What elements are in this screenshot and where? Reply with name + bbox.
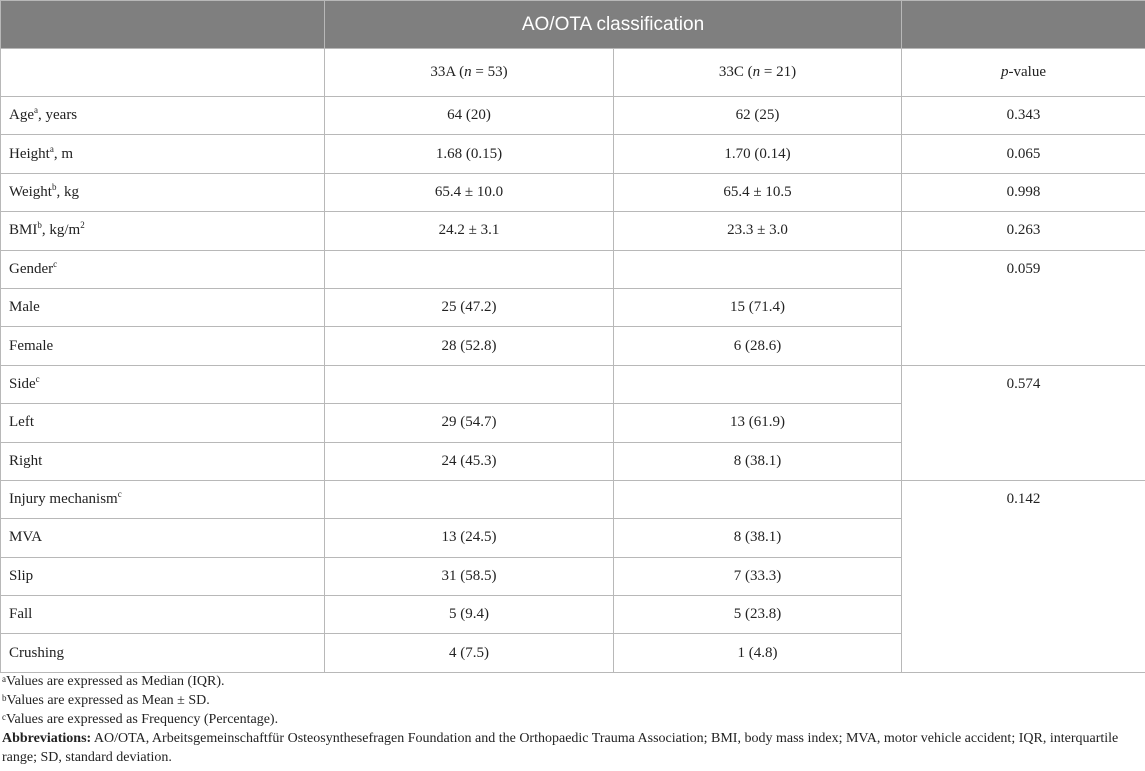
- pvalue-p: p: [1001, 64, 1009, 80]
- footnote-a-mark: a: [2, 674, 6, 684]
- cell-pvalue: 0.263: [902, 212, 1145, 250]
- cell-33c: 5 (23.8): [614, 596, 902, 634]
- cell-33a: 65.4 ± 10.0: [325, 173, 614, 211]
- row-label: [1, 212, 325, 250]
- table-row: [1, 97, 1145, 135]
- cell-33c: 65.4 ± 10.5: [614, 173, 902, 211]
- footnote-a: [2, 672, 1142, 691]
- table-row: [1, 173, 1145, 211]
- cell-33c: 62 (25): [614, 97, 902, 135]
- row-name: Gender: [9, 260, 54, 277]
- row-unit-sup: 2: [80, 220, 85, 231]
- cell-pvalue: 0.065: [902, 135, 1145, 173]
- pvalue-suffix: -value: [1008, 64, 1046, 80]
- row-label: Female: [1, 327, 325, 365]
- subheader-empty: [1, 49, 325, 97]
- cell-33c: 8 (38.1): [614, 442, 902, 480]
- header-title: AO/OTA classification: [325, 1, 902, 49]
- cell-33a: 31 (58.5): [325, 557, 614, 595]
- row-name: Age: [9, 107, 34, 124]
- table-row: [1, 250, 1145, 288]
- col-33c-suffix: = 21): [760, 64, 797, 80]
- cell-33c: 7 (33.3): [614, 557, 902, 595]
- cell-33a: 24.2 ± 3.1: [325, 212, 614, 250]
- cell-33c: [614, 365, 902, 403]
- col-33a-header: [325, 49, 614, 97]
- row-label: Slip: [1, 557, 325, 595]
- row-label: Male: [1, 288, 325, 326]
- col-pvalue-header: [902, 49, 1145, 97]
- footnote-b-mark: b: [2, 693, 7, 703]
- col-33c-n: n: [752, 64, 761, 80]
- row-label: [1, 173, 325, 211]
- cell-33c: [614, 480, 902, 518]
- cell-pvalue: 0.343: [902, 97, 1145, 135]
- header-empty-right: [902, 1, 1145, 49]
- abbreviations-text: AO/OTA, Arbeitsgemeinschaftfür Osteosynthesefragen Foundation and the Orthopaedic Trauma Association; BMI, body mass index; MVA, motor vehicle accident; IQR, interquartile range; SD, standard deviation.: [2, 731, 1119, 765]
- col-33c-prefix: 33C (: [718, 64, 753, 80]
- cell-33c: 6 (28.6): [614, 327, 902, 365]
- header-row: [1, 1, 1145, 49]
- cell-pvalue: 0.059: [902, 250, 1145, 365]
- row-unit: , kg/m: [41, 222, 81, 239]
- table-row: [1, 212, 1145, 250]
- cell-33a: [325, 250, 614, 288]
- cell-33a: 25 (47.2): [325, 288, 614, 326]
- cell-33c: 15 (71.4): [614, 288, 902, 326]
- cell-33c: 8 (38.1): [614, 519, 902, 557]
- row-sup: a: [49, 143, 54, 154]
- cell-33a: 28 (52.8): [325, 327, 614, 365]
- row-unit: , years: [38, 107, 78, 124]
- footnote-c-text: Values are expressed as Frequency (Percentage).: [6, 712, 279, 727]
- row-label: Right: [1, 442, 325, 480]
- footnote-b-text: Values are expressed as Mean ± SD.: [6, 693, 210, 708]
- row-sup: b: [37, 220, 42, 231]
- header-empty-left: [1, 1, 325, 49]
- cell-33a: 13 (24.5): [325, 519, 614, 557]
- row-name: Height: [9, 145, 50, 162]
- table-row: [1, 365, 1145, 403]
- cell-pvalue: 0.998: [902, 173, 1145, 211]
- cell-33a: 64 (20): [325, 97, 614, 135]
- row-name: BMI: [9, 222, 38, 239]
- cell-33c: 23.3 ± 3.0: [614, 212, 902, 250]
- cell-33a: 24 (45.3): [325, 442, 614, 480]
- cell-33a: 1.68 (0.15): [325, 135, 614, 173]
- cell-33c: 1.70 (0.14): [614, 135, 902, 173]
- row-unit: , m: [53, 145, 73, 162]
- row-sup: c: [53, 258, 58, 269]
- row-label: [1, 480, 325, 518]
- cell-33a: 29 (54.7): [325, 404, 614, 442]
- footnote-c-mark: c: [2, 712, 6, 722]
- footnote-a-text: Values are expressed as Median (IQR).: [6, 674, 225, 689]
- footnote-c: [2, 710, 1142, 729]
- cell-33c: 13 (61.9): [614, 404, 902, 442]
- cell-33c: 1 (4.8): [614, 634, 902, 672]
- footnotes: [2, 672, 1142, 767]
- col-33c-header: [614, 49, 902, 97]
- cell-33a: 4 (7.5): [325, 634, 614, 672]
- row-label: MVA: [1, 519, 325, 557]
- table-row: [1, 135, 1145, 173]
- table-row: [1, 480, 1145, 518]
- row-name: Injury mechanism: [9, 491, 118, 508]
- row-label: Fall: [1, 596, 325, 634]
- row-name: Side: [9, 375, 36, 392]
- cell-33c: [614, 250, 902, 288]
- col-33a-suffix: = 53): [471, 64, 508, 80]
- row-label: [1, 365, 325, 403]
- cell-33a: 5 (9.4): [325, 596, 614, 634]
- row-sup: c: [117, 489, 122, 500]
- cell-33a: [325, 480, 614, 518]
- row-sup: c: [35, 373, 40, 384]
- cell-pvalue: 0.574: [902, 365, 1145, 480]
- row-sup: a: [34, 105, 38, 116]
- footnote-b: [2, 691, 1142, 710]
- subheader-row: [1, 49, 1145, 97]
- row-label: Crushing: [1, 634, 325, 672]
- row-label: Left: [1, 404, 325, 442]
- row-label: [1, 250, 325, 288]
- row-unit: , kg: [56, 183, 79, 200]
- row-name: Weight: [9, 183, 52, 200]
- abbreviations-note: [2, 729, 1142, 767]
- abbreviations-label: Abbreviations:: [2, 731, 92, 746]
- row-sup: b: [51, 181, 57, 192]
- col-33a-prefix: 33A (: [430, 64, 465, 80]
- col-33a-n: n: [464, 64, 472, 80]
- cell-33a: [325, 365, 614, 403]
- row-label: [1, 135, 325, 173]
- row-label: [1, 97, 325, 135]
- cell-pvalue: 0.142: [902, 480, 1145, 672]
